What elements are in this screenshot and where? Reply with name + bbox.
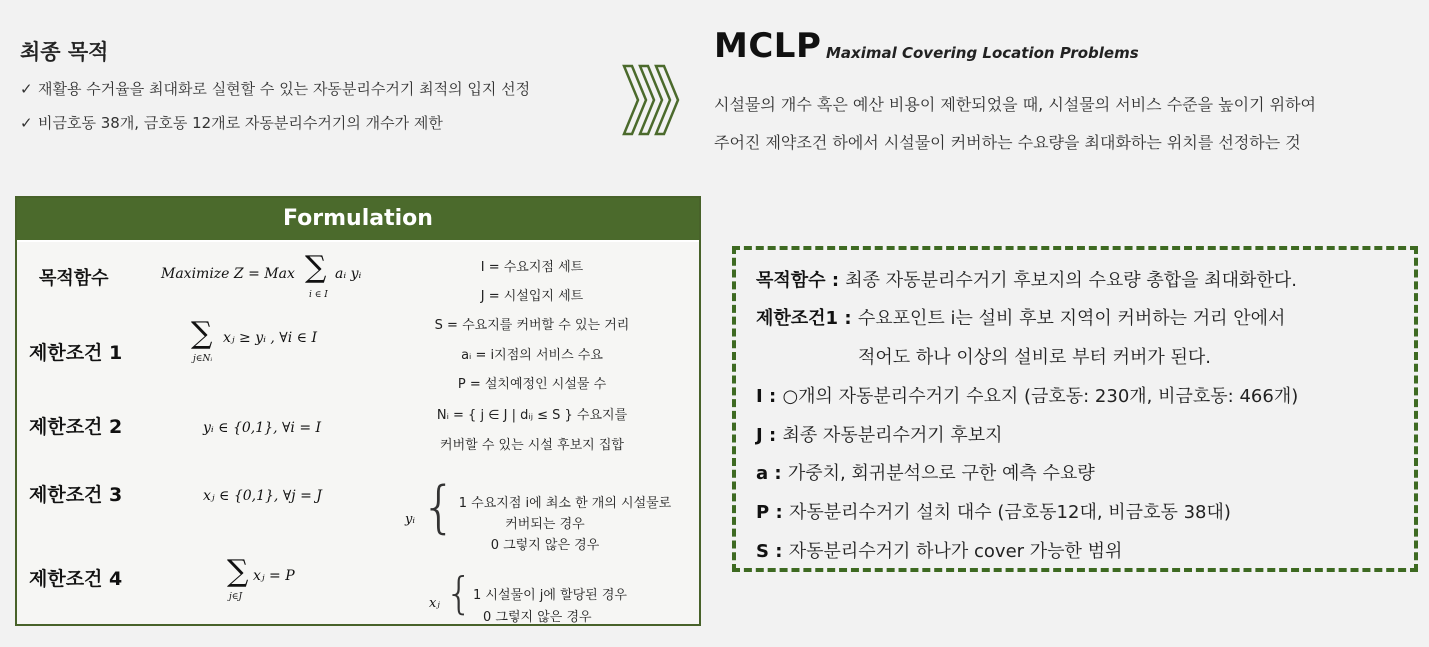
goal-item — [20, 112, 443, 133]
definition-line: S = 수요지를 커버할 수 있는 거리 — [434, 318, 630, 333]
mclp-title: MCLP — [714, 26, 822, 66]
definition-item: I : ○개의 자동분리수거기 수요지 (금호동: 230개, 비금호동: 466개) — [756, 386, 1299, 407]
definition-item: 목적함수 : 최종 자동분리수거기 후보지의 수요량 총합을 최대화한다. — [756, 270, 1297, 291]
check-icon: ✓ — [20, 80, 33, 98]
definition-line: P = 설치예정인 시설물 수 — [457, 377, 607, 392]
formulation-panel — [15, 196, 701, 626]
definition-line: I = 수요지점 세트 — [480, 260, 584, 275]
row-label-constraint-1: 제한조건 1 — [29, 342, 123, 364]
objective-subscript: i ∈ I — [309, 290, 328, 300]
x-case-line: 1 시설물이 j에 할당된 경우 — [473, 588, 627, 603]
definition-line: Nᵢ = { j ∈ J | dᵢⱼ ≤ S } 수요지를 — [436, 408, 628, 423]
objective-term: aᵢ yᵢ — [335, 266, 362, 282]
row-label-constraint-4: 제한조건 4 — [29, 568, 123, 590]
constraint-2-equation: yᵢ ∈ {0,1}, ∀i = I — [203, 420, 322, 436]
definition-item: a : 가중치, 회귀분석으로 구한 예측 수요량 — [756, 463, 1095, 484]
objective-equation: Maximize Z = Max — [161, 266, 295, 282]
constraint-4-subscript: j∈J — [229, 592, 243, 602]
mclp-subtitle: Maximal Covering Location Problems — [826, 44, 1139, 62]
row-label-constraint-3: 제한조건 3 — [29, 484, 123, 506]
goal-item-text: 비금호동 38개, 금호동 12개로 자동분리수거기의 개수가 제한 — [38, 114, 443, 132]
constraint-1-equation: xⱼ ≥ yᵢ , ∀i ∈ I — [223, 330, 318, 346]
row-label-objective: 목적함수 — [39, 268, 109, 289]
x-case-variable: xⱼ — [429, 596, 440, 611]
mclp-description-line: 주어진 제약조건 하에서 시설물이 커버하는 수요량을 최대화하는 위치를 선정하는 것 — [714, 133, 1301, 152]
triple-chevron-icon — [622, 64, 680, 136]
y-case-line: 1 수요지점 i에 최소 한 개의 시설물로 — [458, 496, 672, 511]
mclp-description-line: 시설물의 개수 혹은 예산 비용이 제한되었을 때, 시설물의 서비스 수준을 높이기 위하여 — [714, 95, 1316, 114]
brace-icon: { — [421, 475, 457, 540]
definition-line: J = 시설입지 세트 — [480, 289, 584, 304]
y-case-line: 커버되는 경우 — [505, 517, 585, 532]
definition-line: 커버할 수 있는 시설 후보지 집합 — [440, 438, 624, 453]
summation-icon: ∑ — [191, 316, 213, 351]
goal-item-text: 재활용 수거율을 최대화로 실현할 수 있는 자동분리수거기 최적의 입지 선정 — [38, 80, 531, 98]
constraint-3-equation: xⱼ ∈ {0,1}, ∀j = J — [203, 488, 322, 504]
formulation-header: Formulation — [17, 198, 699, 240]
goal-item — [20, 78, 530, 99]
brace-icon: { — [445, 568, 473, 619]
row-label-constraint-2: 제한조건 2 — [29, 416, 123, 438]
goal-title: 최종 목적 — [20, 40, 109, 64]
constraint-1-subscript: j∈Nᵢ — [193, 354, 213, 364]
y-case-line: 0 그렇지 않은 경우 — [490, 538, 600, 553]
constraint-4-equation: xⱼ = P — [253, 568, 295, 584]
check-icon: ✓ — [20, 114, 33, 132]
x-case-line: 0 그렇지 않은 경우 — [483, 610, 592, 625]
definitions-panel — [732, 246, 1418, 572]
summation-icon: ∑ — [305, 250, 327, 285]
summation-icon: ∑ — [227, 554, 249, 589]
definition-item: 제한조건1 : 수요포인트 i는 설비 후보 지역이 커버하는 거리 안에서 — [756, 308, 1286, 329]
definition-item: 적어도 하나 이상의 설비로 부터 커버가 된다. — [858, 347, 1212, 368]
formulation-body — [17, 240, 699, 624]
definition-line: aᵢ = i지점의 서비스 수요 — [461, 348, 603, 363]
y-case-variable: yᵢ — [405, 512, 415, 527]
definition-item: S : 자동분리수거기 하나가 cover 가능한 범위 — [756, 541, 1123, 562]
definition-item: P : 자동분리수거기 설치 대수 (금호동12대, 비금호동 38대) — [756, 502, 1231, 523]
definition-item: J : 최종 자동분리수거기 후보지 — [756, 425, 1003, 446]
